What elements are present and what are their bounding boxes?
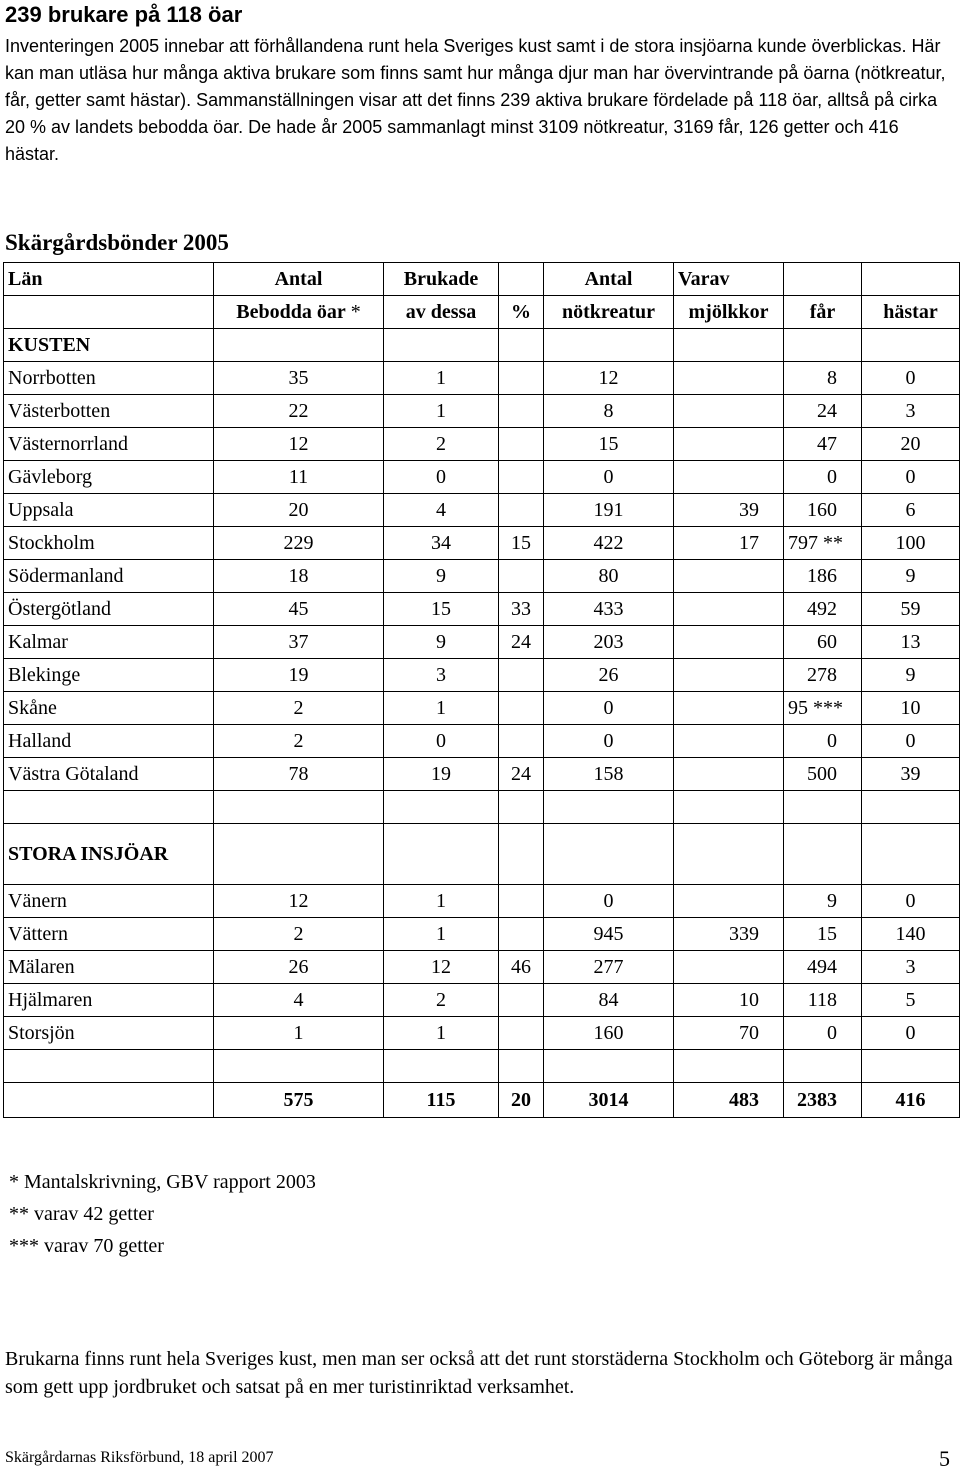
cell-brukade: 115 [384,1083,499,1118]
cell-lan: Västerbotten [4,395,214,428]
cell-hastar: 5 [862,984,960,1017]
cell-lan: Mälaren [4,951,214,984]
table-row [4,659,960,692]
intro-paragraph: Inventeringen 2005 innebar att förhållandena runt hela Sveriges kust samt i de stora insjöarna kunde överblickas. Här kan man utläsa hur många aktiva brukare som finns samt hur många djur man har övervintrande på öarna (nötkreatur, får, getter samt hästar). Sammanställningen visar att det finns 239 aktiva brukare fördelade på 118 öar, alltså på cirka 20 % av landets bebodda öar. De hade år 2005 sammanlagt minst 3109 nötkreatur, 3169 får, 126 getter och 416 hästar. [5,36,946,164]
header-antal-2: Antal [544,263,674,296]
cell-notkreatur: 191 [544,494,674,527]
cell-far: 118 [784,984,862,1017]
cell-lan: Södermanland [4,560,214,593]
table-row [4,951,960,984]
cell-notkreatur: 0 [544,725,674,758]
cell-bebodda: 11 [214,461,384,494]
cell-mjolkkor: 10 [674,984,784,1017]
cell-mjolkkor [674,362,784,395]
header-bebodda: Bebodda öar * [214,296,384,329]
cell-hastar: 100 [862,527,960,560]
cell-far: 278 [784,659,862,692]
cell-brukade: 0 [384,725,499,758]
cell-pct [499,885,544,918]
cell-mjolkkor: 339 [674,918,784,951]
cell-mjolkkor [674,758,784,791]
cell-hastar: 6 [862,494,960,527]
cell-lan: Blekinge [4,659,214,692]
cell-pct [499,918,544,951]
table-row [4,428,960,461]
section-stora-insjoar [4,824,960,885]
cell-bebodda: 575 [214,1083,384,1118]
cell-lan: Östergötland [4,593,214,626]
header-mjolkkor: mjölkkor [674,296,784,329]
footer-source: Skärgårdarnas Riksförbund, 18 april 2007 [5,1449,274,1466]
cell-hastar: 416 [862,1083,960,1118]
header-notkreatur: nötkreatur [544,296,674,329]
table-row [4,725,960,758]
cell-far: 95 *** [784,692,862,725]
cell-pct [499,362,544,395]
section-kusten-label: KUSTEN [4,329,214,362]
cell-pct [499,494,544,527]
cell-brukade: 19 [384,758,499,791]
cell-bebodda: 2 [214,692,384,725]
cell-notkreatur: 945 [544,918,674,951]
cell-notkreatur: 160 [544,1017,674,1050]
cell-bebodda: 2 [214,918,384,951]
cell-pct [499,984,544,1017]
cell-brukade: 9 [384,560,499,593]
cell-mjolkkor [674,626,784,659]
cell-pct [499,692,544,725]
cell-hastar: 13 [862,626,960,659]
cell-notkreatur: 0 [544,885,674,918]
section-stora-insjoar-label: STORA INSJÖAR [4,824,214,885]
cell-notkreatur: 3014 [544,1083,674,1118]
cell-pct: 24 [499,626,544,659]
cell-bebodda: 1 [214,1017,384,1050]
cell-far: 494 [784,951,862,984]
header-av-dessa: av dessa [384,296,499,329]
footnote-2: ** varav 42 getter [9,1203,154,1225]
header-pct: % [499,296,544,329]
table-row [4,1017,960,1050]
cell-bebodda: 12 [214,428,384,461]
cell-hastar: 9 [862,560,960,593]
cell-notkreatur: 8 [544,395,674,428]
cell-mjolkkor [674,725,784,758]
cell-pct [499,725,544,758]
footnote-3: *** varav 70 getter [9,1235,164,1257]
cell-bebodda: 35 [214,362,384,395]
cell-far: 0 [784,725,862,758]
cell-far: 0 [784,1017,862,1050]
table-row [4,626,960,659]
page-number: 5 [939,1446,950,1471]
footnotes [9,1166,316,1262]
cell-pct: 20 [499,1083,544,1118]
table-title: Skärgårdsbönder 2005 [5,230,229,255]
cell-brukade: 2 [384,984,499,1017]
cell-far: 0 [784,461,862,494]
cell-lan: Västernorrland [4,428,214,461]
table-header-row-2 [4,296,960,329]
cell-notkreatur: 84 [544,984,674,1017]
cell-lan [4,1083,214,1118]
cell-notkreatur: 422 [544,527,674,560]
cell-hastar: 9 [862,659,960,692]
table-row [4,362,960,395]
cell-brukade: 4 [384,494,499,527]
cell-mjolkkor [674,461,784,494]
cell-mjolkkor: 17 [674,527,784,560]
cell-pct: 46 [499,951,544,984]
cell-mjolkkor: 70 [674,1017,784,1050]
header-varav: Varav [674,263,784,296]
cell-brukade: 1 [384,395,499,428]
blank-row [4,791,960,824]
cell-far: 24 [784,395,862,428]
cell-mjolkkor [674,593,784,626]
cell-brukade: 12 [384,951,499,984]
cell-hastar: 140 [862,918,960,951]
cell-bebodda: 20 [214,494,384,527]
cell-lan: Gävleborg [4,461,214,494]
cell-bebodda: 2 [214,725,384,758]
cell-bebodda: 19 [214,659,384,692]
cell-notkreatur: 0 [544,692,674,725]
cell-lan: Uppsala [4,494,214,527]
cell-hastar: 3 [862,951,960,984]
cell-brukade: 3 [384,659,499,692]
cell-bebodda: 12 [214,885,384,918]
cell-bebodda: 37 [214,626,384,659]
cell-pct [499,395,544,428]
cell-mjolkkor [674,428,784,461]
table-row [4,527,960,560]
table-row [4,918,960,951]
total-row [4,1083,960,1118]
cell-mjolkkor [674,885,784,918]
header-hastar: hästar [862,296,960,329]
cell-lan: Stockholm [4,527,214,560]
header-bebodda-mark: * [345,301,361,323]
cell-far: 47 [784,428,862,461]
cell-hastar: 0 [862,885,960,918]
cell-mjolkkor [674,659,784,692]
cell-bebodda: 22 [214,395,384,428]
cell-mjolkkor [674,951,784,984]
table-row [4,395,960,428]
cell-lan: Kalmar [4,626,214,659]
farmers-table [3,262,960,1118]
cell-bebodda: 45 [214,593,384,626]
cell-bebodda: 229 [214,527,384,560]
footnote-1: * Mantalskrivning, GBV rapport 2003 [9,1171,316,1193]
cell-pct [499,560,544,593]
page-title: 239 brukare på 118 öar [5,2,243,27]
cell-pct: 33 [499,593,544,626]
cell-mjolkkor [674,692,784,725]
table-row [4,593,960,626]
cell-brukade: 9 [384,626,499,659]
closing-paragraph: Brukarna finns runt hela Sveriges kust, men man ser också att det runt storstäderna Stockholm och Göteborg är många som gett upp jordbruket och satsat på en mer turistinriktad verksamhet. [5,1348,953,1398]
cell-notkreatur: 26 [544,659,674,692]
cell-pct [499,428,544,461]
cell-hastar: 20 [862,428,960,461]
cell-lan: Västra Götaland [4,758,214,791]
cell-hastar: 0 [862,362,960,395]
table-row [4,984,960,1017]
cell-brukade: 34 [384,527,499,560]
cell-hastar: 10 [862,692,960,725]
far-note: ** [818,532,843,554]
cell-mjolkkor: 39 [674,494,784,527]
cell-notkreatur: 277 [544,951,674,984]
cell-lan: Vättern [4,918,214,951]
cell-lan: Norrbotten [4,362,214,395]
table-row [4,560,960,593]
header-antal: Antal [214,263,384,296]
cell-brukade: 1 [384,885,499,918]
blank-row [4,1050,960,1083]
cell-bebodda: 26 [214,951,384,984]
cell-pct [499,659,544,692]
cell-pct [499,1017,544,1050]
cell-far: 492 [784,593,862,626]
cell-brukade: 1 [384,362,499,395]
table-row [4,758,960,791]
cell-lan: Vänern [4,885,214,918]
cell-far: 9 [784,885,862,918]
cell-far: 8 [784,362,862,395]
cell-pct: 24 [499,758,544,791]
section-kusten [4,329,960,362]
cell-far: 160 [784,494,862,527]
cell-hastar: 3 [862,395,960,428]
cell-brukade: 0 [384,461,499,494]
cell-notkreatur: 203 [544,626,674,659]
header-brukade: Brukade [384,263,499,296]
cell-brukade: 1 [384,1017,499,1050]
cell-bebodda: 4 [214,984,384,1017]
cell-hastar: 39 [862,758,960,791]
cell-hastar: 0 [862,1017,960,1050]
cell-mjolkkor [674,560,784,593]
table-body [4,263,960,1118]
cell-far: 500 [784,758,862,791]
table-header-row-1 [4,263,960,296]
cell-hastar: 59 [862,593,960,626]
table-row [4,494,960,527]
cell-far: 60 [784,626,862,659]
header-far: får [784,296,862,329]
cell-lan: Hjälmaren [4,984,214,1017]
cell-lan: Skåne [4,692,214,725]
cell-notkreatur: 12 [544,362,674,395]
header-lan: Län [4,263,214,296]
cell-bebodda: 78 [214,758,384,791]
cell-bebodda: 18 [214,560,384,593]
far-note: *** [808,697,843,719]
cell-pct: 15 [499,527,544,560]
cell-hastar: 0 [862,725,960,758]
cell-brukade: 15 [384,593,499,626]
cell-pct [499,461,544,494]
cell-notkreatur: 158 [544,758,674,791]
cell-brukade: 2 [384,428,499,461]
cell-notkreatur: 15 [544,428,674,461]
cell-lan: Halland [4,725,214,758]
cell-notkreatur: 433 [544,593,674,626]
cell-far: 797 ** [784,527,862,560]
cell-far: 15 [784,918,862,951]
table-row [4,692,960,725]
cell-hastar: 0 [862,461,960,494]
cell-far: 186 [784,560,862,593]
cell-notkreatur: 80 [544,560,674,593]
cell-far: 2383 [784,1083,862,1118]
table-row [4,461,960,494]
table-row [4,885,960,918]
cell-brukade: 1 [384,692,499,725]
cell-lan: Storsjön [4,1017,214,1050]
cell-mjolkkor: 483 [674,1083,784,1118]
cell-notkreatur: 0 [544,461,674,494]
cell-brukade: 1 [384,918,499,951]
cell-mjolkkor [674,395,784,428]
